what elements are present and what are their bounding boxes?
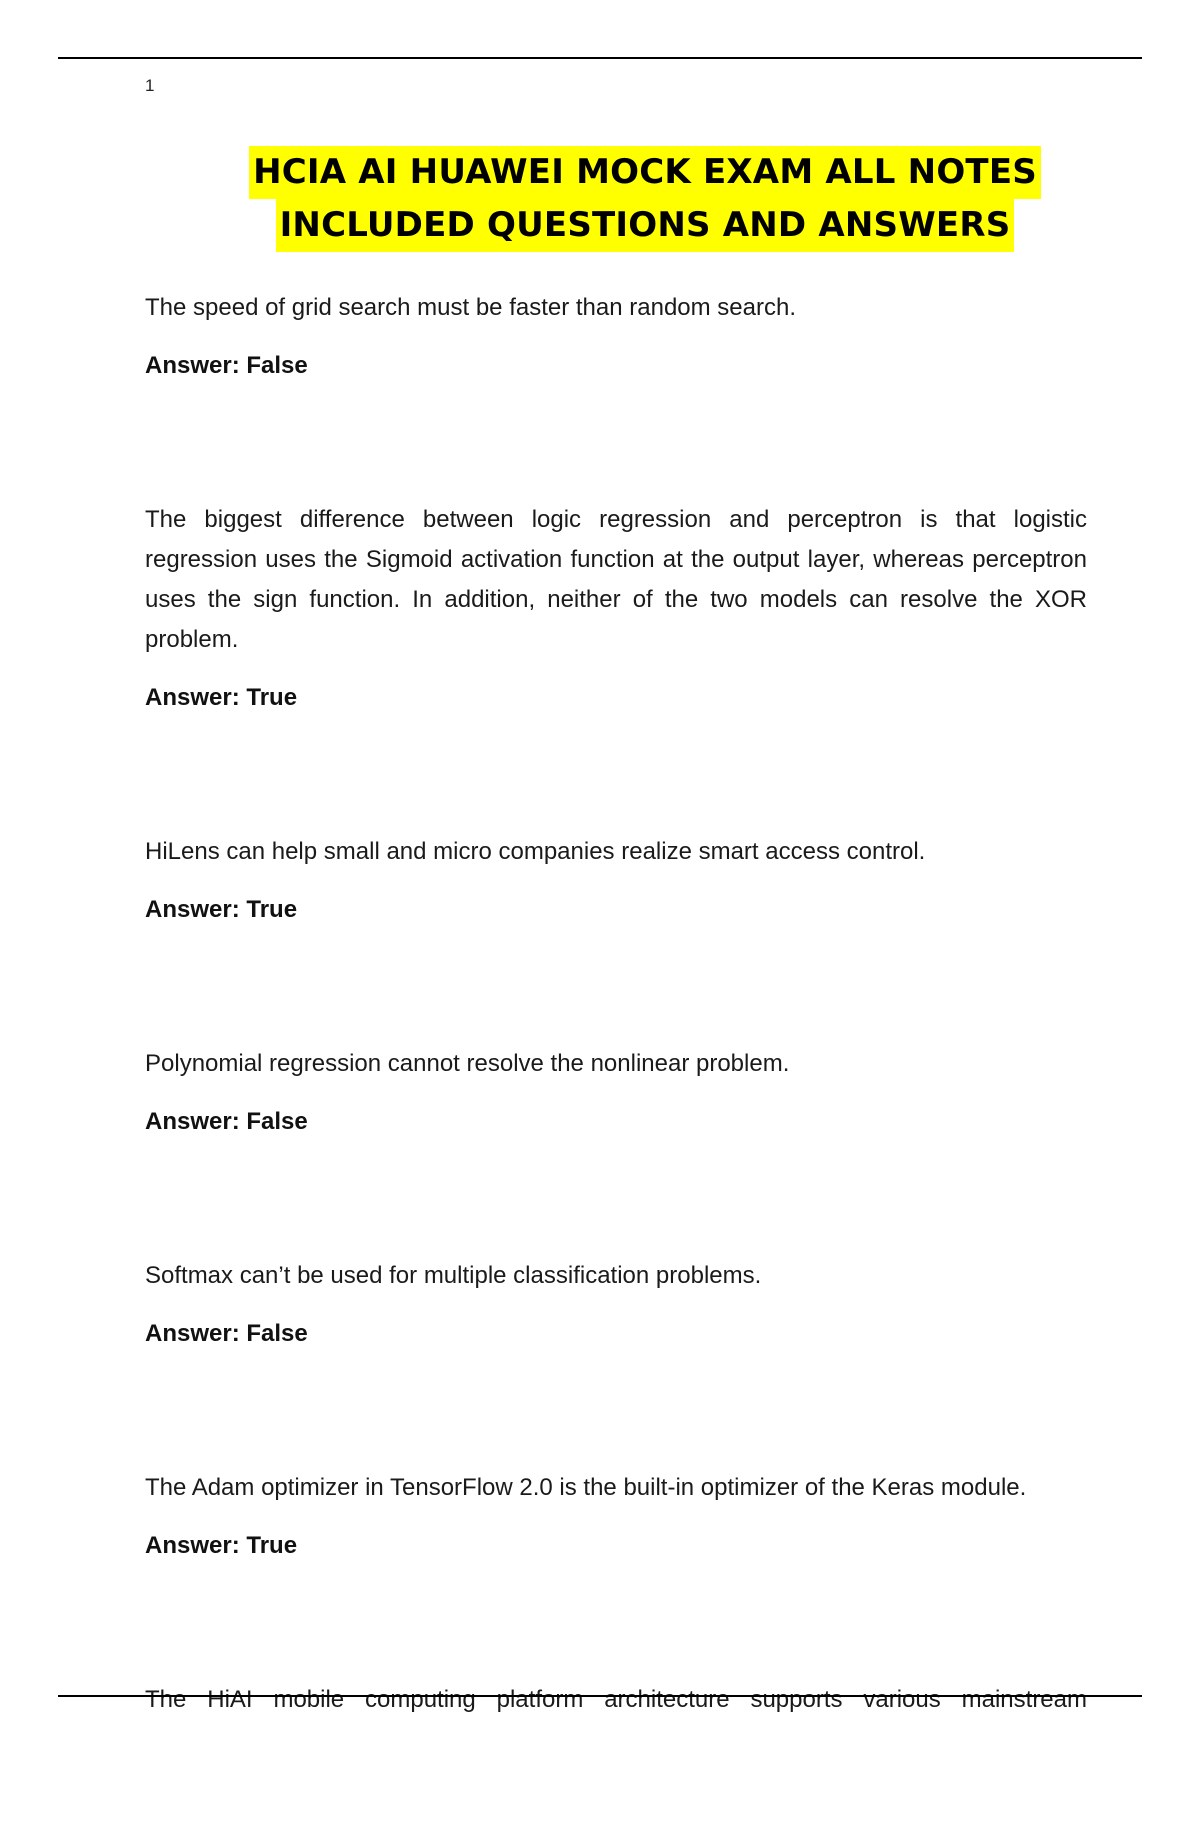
title-line-2: INCLUDED QUESTIONS AND ANSWERS	[276, 199, 1015, 252]
answer-value: True	[246, 1532, 298, 1559]
answer-label: Answer:	[145, 684, 240, 711]
answer-value: True	[246, 896, 298, 923]
answer-label: Answer:	[145, 352, 240, 379]
answer-value: False	[246, 1108, 308, 1135]
answer-label: Answer:	[145, 1532, 240, 1559]
page-number: 1	[145, 76, 155, 95]
qa-item	[145, 288, 1087, 386]
answer-text	[145, 890, 1087, 930]
question-text: Polynomial regression cannot resolve the nonlinear problem.	[145, 1050, 790, 1077]
question-text: The speed of grid search must be faster than random search.	[145, 294, 797, 321]
qa-item	[145, 1468, 1087, 1566]
answer-label: Answer:	[145, 1320, 240, 1347]
answer-text	[145, 1314, 1087, 1354]
question-text: The biggest difference between logic regression and perceptron is that logistic regression uses the Sigmoid activation function at the output layer, whereas perceptron uses the sign function. In addition, neither of the two models can resolve the XOR problem.	[145, 506, 1087, 653]
answer-text	[145, 1102, 1087, 1142]
answer-text	[145, 346, 1087, 386]
question-text: Softmax can’t be used for multiple classification problems.	[145, 1262, 762, 1289]
answer-value: True	[246, 684, 298, 711]
bottom-rule	[58, 1695, 1142, 1697]
qa-item	[145, 1256, 1087, 1354]
answer-text	[145, 678, 1087, 718]
question-text: The Adam optimizer in TensorFlow 2.0 is the built-in optimizer of the Keras module.	[145, 1474, 1027, 1501]
title-line-1: HCIA AI HUAWEI MOCK EXAM ALL NOTES	[249, 146, 1041, 199]
qa-item	[145, 832, 1087, 930]
answer-label: Answer:	[145, 896, 240, 923]
qa-list	[145, 288, 1087, 1834]
answer-text	[145, 1526, 1087, 1566]
answer-label: Answer:	[145, 1108, 240, 1135]
qa-item-partial	[145, 1680, 1087, 1720]
qa-item	[145, 1044, 1087, 1142]
qa-item	[145, 500, 1087, 718]
question-text: The HiAI mobile computing platform architecture supports various mainstream	[145, 1686, 1087, 1713]
question-text: HiLens can help small and micro companies realize smart access control.	[145, 838, 926, 865]
answer-value: False	[246, 1320, 308, 1347]
document-title	[0, 146, 1200, 252]
top-rule	[58, 57, 1142, 59]
answer-value: False	[246, 352, 308, 379]
